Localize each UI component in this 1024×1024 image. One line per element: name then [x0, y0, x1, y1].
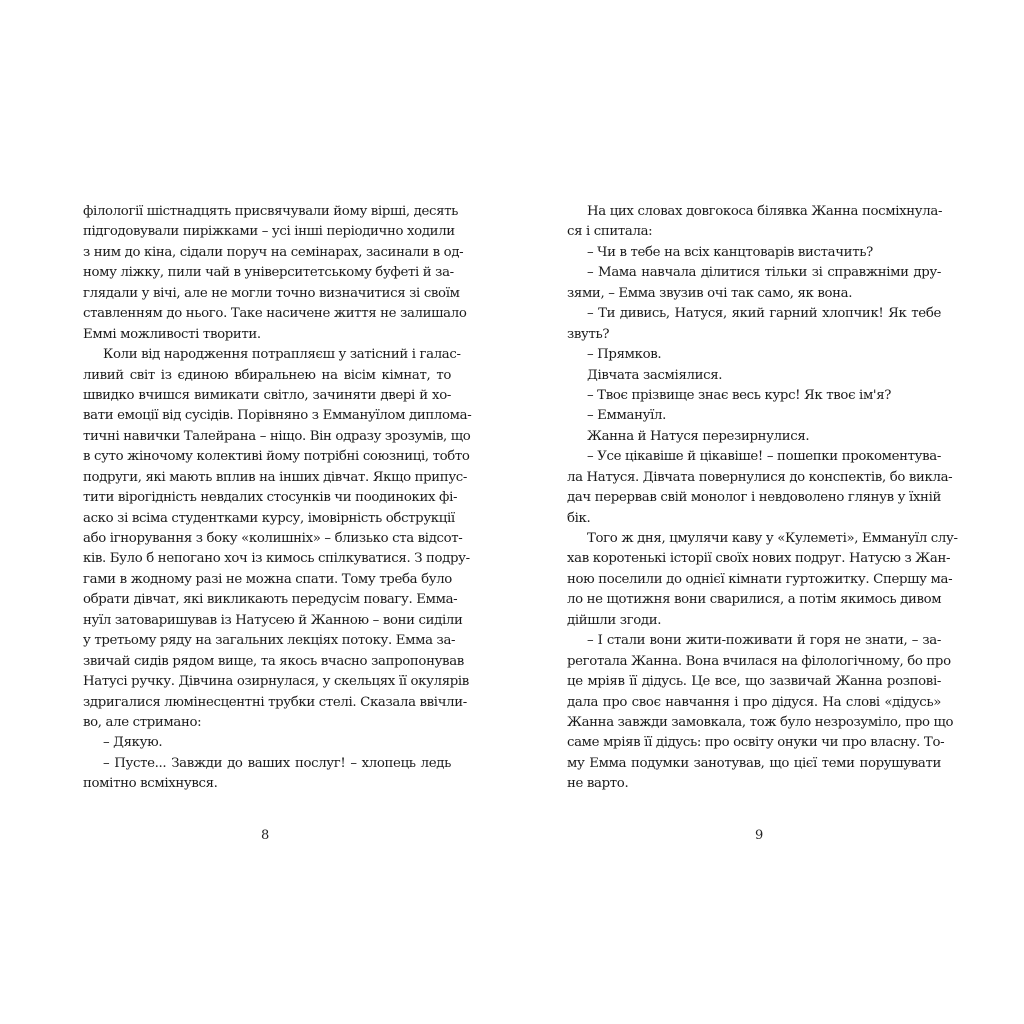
text-line: – Ти дивись, Натуся, який гарний хлопчик! Як тебе: [587, 306, 941, 322]
text-line: в суто жіночому колективі йому потрібні союзниці, тобто: [83, 449, 470, 465]
text-line: ною поселили до однієї кімнати гуртожитку. Спершу ма-: [567, 571, 953, 587]
text-line: Натусі ручку. Дівчина озирнулася, у скельцях її окулярів: [83, 674, 469, 690]
left-page-body: [83, 202, 472, 795]
page-number-right: 9: [755, 828, 764, 843]
text-line: філології шістнадцять присвячували йому вірші, десять: [83, 204, 459, 219]
text-line: – І стали вони жити-поживати й горя не знати, – за-: [587, 633, 941, 649]
text-line: На цих словах довгокоса білявка Жанна посміхнула-: [587, 204, 943, 219]
text-line: ла Натуся. Дівчата повернулися до конспектів, бо викла-: [567, 469, 953, 485]
text-line: ному ліжку, пили чай в університетському буфеті й за-: [83, 265, 454, 281]
text-line: – Еммануїл.: [587, 408, 666, 424]
text-line: ків. Було б непогано хоч із кимось спілкуватися. З подру-: [83, 551, 470, 567]
text-line: саме мріяв її дідусь: про освіту онуки чи про власну. То-: [567, 735, 945, 751]
text-line: дійшли згоди.: [567, 612, 662, 628]
text-line: не варто.: [567, 776, 629, 792]
text-line: звуть?: [567, 326, 610, 342]
text-line: обрати дівчат, які викликають передусім повагу. Емма-: [83, 592, 458, 608]
text-line: Жанна й Натуся перезирнулися.: [587, 428, 810, 444]
text-line: це мріяв її дідусь. Це все, що зазвичай Жанна розпові-: [567, 674, 941, 690]
text-line: тичні навички Талейрана – ніщо. Він одразу зрозумів, що: [83, 428, 471, 444]
text-line: у третьому ряду на загальних лекціях потоку. Емма за-: [83, 633, 456, 649]
text-line: бік.: [567, 510, 591, 526]
text-line: здригалися люмінесцентні трубки стелі. Сказала ввічли-: [83, 694, 467, 710]
page-number-left: 8: [261, 828, 270, 843]
text-line: нуїл затоваришував із Натусею й Жанною – вони сиділи: [83, 612, 463, 628]
text-line: швидко вчишся вимикати світло, зачиняти двері й хо-: [83, 387, 451, 403]
text-line: глядали у вічі, але не могли точно визначитися зі своїм: [83, 285, 460, 301]
text-line: ло не щотижня вони сварилися, а потім якимось дивом: [567, 592, 942, 608]
text-line: – Чи в тебе на всіх канцтоварів вистачить?: [587, 244, 873, 260]
text-line: во, але стримано:: [83, 714, 202, 730]
text-line: аско зі всіма студентками курсу, імовірність обструкції: [83, 510, 455, 526]
text-line: – Твоє прізвище знає весь курс! Як твоє ім'я?: [587, 387, 892, 403]
text-line: ставленням до нього. Таке насичене життя не залишало: [83, 306, 467, 322]
text-line: Коли від народження потрапляєш у затісний і галас-: [103, 347, 461, 363]
text-line: му Емма подумки занотував, що цієї теми порушувати: [567, 755, 941, 771]
text-line: ливий світ із єдиною вбиральнею на вісім кімнат, то: [83, 367, 451, 383]
text-line: гами в жодному разі не можна спати. Тому треба було: [83, 571, 452, 587]
text-line: – Прямков.: [587, 347, 662, 363]
text-line: Того ж дня, цмулячи каву у «Кулеметі», Еммануїл слу-: [587, 531, 958, 546]
text-line: ся і спитала:: [567, 224, 653, 240]
text-line: – Усе цікавіше й цікавіше! – пошепки прокоментува-: [587, 449, 941, 465]
text-line: зями, – Емма звузив очі так само, як вона.: [567, 285, 853, 301]
text-line: подруги, які мають вплив на інших дівчат. Якщо припус-: [83, 469, 468, 485]
text-line: хав коротенькі історії своїх нових подруг. Натусю з Жан-: [567, 551, 951, 567]
text-line: тити вірогідність невдалих стосунків чи поодиноких фі-: [83, 490, 458, 506]
text-line: Дівчата засміялися.: [587, 367, 723, 383]
text-line: Еммі можливості творити.: [83, 326, 261, 342]
text-line: Жанна завжди замовкала, тож було незрозуміло, про що: [567, 714, 954, 730]
text-line: помітно всміхнувся.: [83, 776, 218, 792]
text-line: – Мама навчала ділитися тільки зі справжніми дру-: [587, 265, 941, 281]
text-line: дала про своє навчання і про дідуся. На слові «дідусь»: [567, 694, 941, 710]
text-line: або ігнорування з боку «колишніх» – близько ста відсот-: [83, 531, 463, 546]
text-line: – Пусте... Завжди до ваших послуг! – хлопець ледь: [103, 755, 451, 771]
text-line: підгодовували пиріжками – усі інші періодично ходили: [83, 224, 455, 240]
text-line: – Дякую.: [103, 735, 163, 751]
text-line: звичай сидів рядом вище, та якось вчасно запропонував: [83, 653, 464, 669]
text-line: дач перервав свій монолог і невдоволено глянув у їхній: [567, 490, 941, 506]
right-page-body: [567, 202, 958, 795]
text-line: реготала Жанна. Вона вчилася на філологічному, бо про: [567, 653, 951, 669]
text-line: вати емоції від сусідів. Порівняно з Еммануїлом диплома-: [83, 408, 472, 424]
text-line: з ним до кіна, сідали поруч на семінарах, засинали в од-: [83, 244, 464, 260]
